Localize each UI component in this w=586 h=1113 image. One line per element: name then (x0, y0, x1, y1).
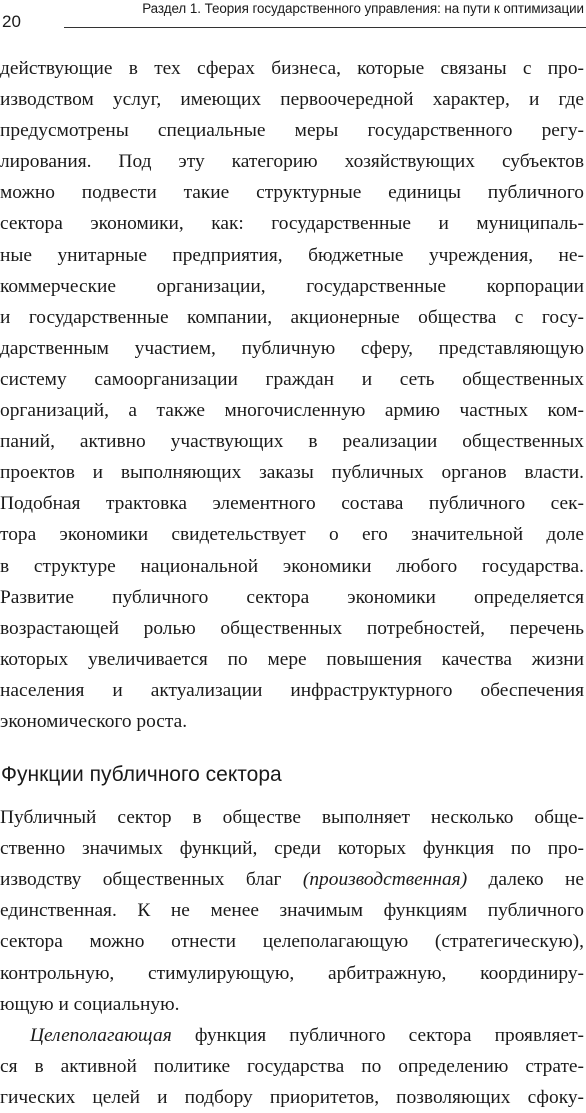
text-fragment: функция публичного сектора проявляет- (171, 1024, 584, 1046)
text-line: и государственные компании, акционерные общества с госу- (0, 306, 584, 328)
text-line: предусмотрены специальные меры государственного регу- (0, 120, 584, 142)
chapter-title: Раздел 1. Теория государственного управления: на пути к оптимизации (142, 1, 584, 16)
text-line: гических целей и подбору приоритетов, позволяющих сфоку- (0, 1086, 584, 1108)
page-body (0, 53, 584, 1113)
text-line: организаций, а также многочисленную армию частных ком- (0, 400, 584, 422)
text-line: сектора экономики, как: государственные и муниципаль- (0, 213, 584, 235)
text-line: Публичный сектор в обществе выполняет несколько обще- (0, 807, 584, 829)
paragraph-3 (0, 1020, 584, 1113)
text-line: ственно значимых функций, среди которых функция по про- (0, 838, 584, 860)
text-line: в структуре национальной экономики любого государства. (0, 555, 584, 577)
text-line: населения и актуализации инфраструктурного обеспечения (0, 679, 584, 701)
header-rule (64, 27, 586, 28)
text-line: лирования. Под эту категорию хозяйствующих субъектов (0, 151, 584, 173)
text-fragment: изводству общественных благ (0, 869, 303, 891)
text-line: паний, активно участвующих в реализации общественных (0, 431, 584, 453)
text-line: ные унитарные предприятия, бюджетные учреждения, не- (0, 244, 584, 266)
paragraph-1 (0, 53, 584, 737)
text-line: систему самоорганизации граждан и сеть общественных (0, 368, 584, 390)
text-line: действующие в тех сферах бизнеса, которые связаны с про- (0, 58, 584, 79)
text-line: ся в активной политике государства по определению страте- (0, 1055, 584, 1077)
text-line: единственная. К не менее значимым функциям публичного (0, 900, 584, 922)
text-line: экономического роста. (0, 710, 188, 732)
paragraph-2 (0, 802, 584, 1020)
page-number: 20 (2, 12, 21, 31)
text-line: тора экономики свидетельствует о его значительной доле (0, 524, 584, 546)
text-line (0, 1020, 584, 1051)
text-fragment: далеко не (467, 869, 584, 891)
text-line: ющую и социальную. (0, 993, 180, 1015)
section-heading: Функции публичного сектора (1, 763, 282, 787)
text-line: коммерческие организации, государственные корпорации (0, 275, 584, 297)
text-line: которых увеличивается по мере повышения качества жизни (0, 648, 584, 670)
text-line: проектов и выполняющих заказы публичных органов власти. (0, 462, 584, 484)
text-line: Подобная трактовка элементного состава публичного сек- (0, 493, 584, 515)
text-line: контрольную, стимулирующую, арбитражную, координиру- (0, 962, 584, 984)
running-head (0, 0, 586, 40)
text-line: возрастающей ролью общественных потребностей, перечень (0, 617, 584, 639)
italic-term: (производственная) (302, 869, 468, 891)
text-line: изводством услуг, имеющих первоочередной характер, и где (0, 89, 584, 111)
italic-term: Целеполагающая (30, 1024, 172, 1046)
text-line (0, 864, 584, 895)
text-line: Развитие публичного сектора экономики определяется (0, 586, 584, 608)
text-line: можно подвести такие структурные единицы публичного (0, 182, 584, 204)
text-line: сектора можно отнести целеполагающую (стратегическую), (0, 931, 584, 953)
text-line: дарственным участием, публичную сферу, представляющую (0, 337, 584, 359)
